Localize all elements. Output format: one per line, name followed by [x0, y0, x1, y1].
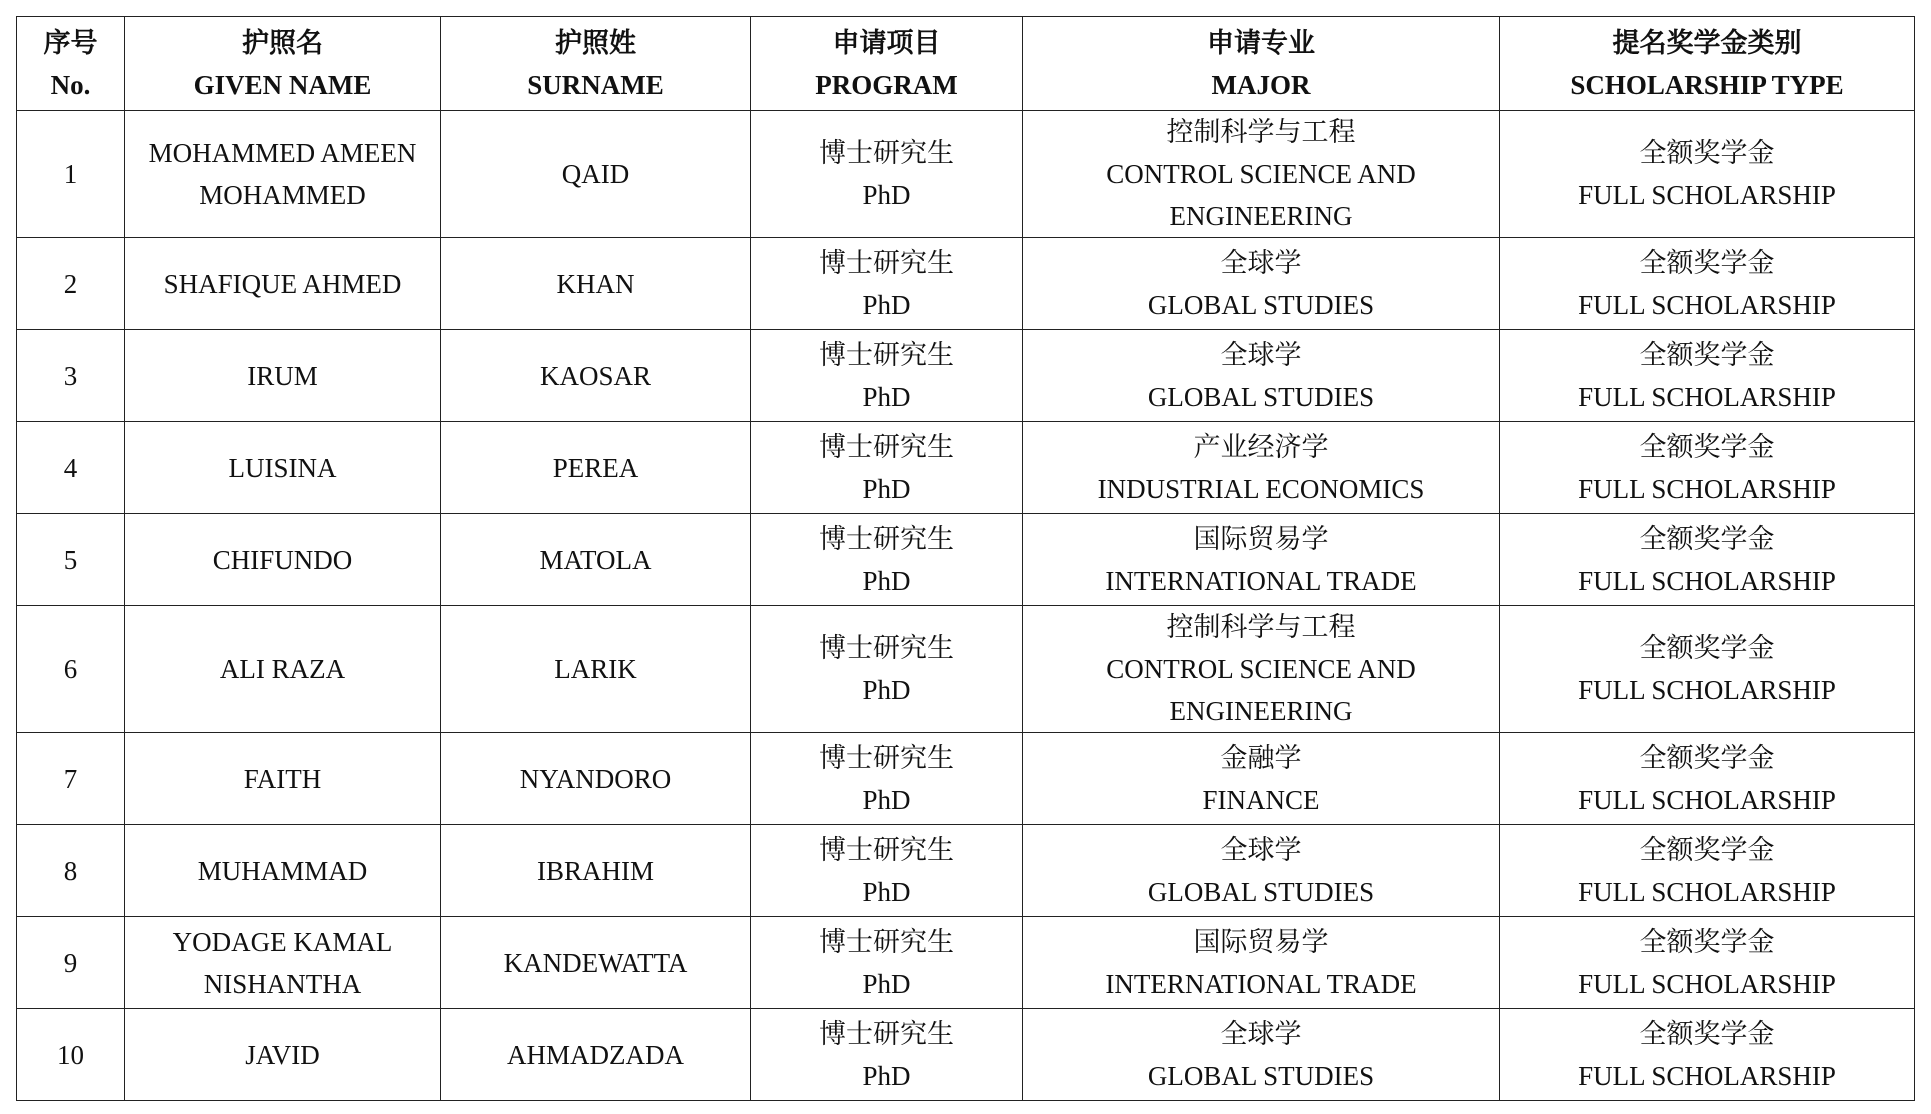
- table-header: [17, 17, 1915, 111]
- cell-scholarship: [1500, 1009, 1915, 1101]
- cell-scholarship: [1500, 111, 1915, 238]
- scholarship-en: FULL SCHOLARSHIP: [1578, 1060, 1836, 1091]
- scholarship-en: FULL SCHOLARSHIP: [1578, 784, 1836, 815]
- cell-no: 5: [17, 514, 125, 606]
- cell-given-name: [125, 422, 441, 514]
- cell-scholarship: [1500, 606, 1915, 733]
- scholarship-cn: 全额奖学金: [1639, 431, 1775, 462]
- cell-program: [751, 238, 1023, 330]
- header-program: [751, 17, 1023, 111]
- cell-surname: LARIK: [441, 606, 751, 733]
- major-cn: 全球学: [1220, 1018, 1302, 1049]
- cell-surname: MATOLA: [441, 514, 751, 606]
- cell-surname: KANDEWATTA: [441, 917, 751, 1009]
- header-surname-cn: 护照姓: [555, 27, 636, 58]
- cell-given-name: [125, 111, 441, 238]
- header-given-name-cn: 护照名: [242, 27, 323, 58]
- scholarship-en: FULL SCHOLARSHIP: [1578, 565, 1836, 596]
- given-name-text: SHAFIQUE AHMED: [163, 268, 402, 299]
- cell-scholarship: [1500, 514, 1915, 606]
- scholarship-en: FULL SCHOLARSHIP: [1578, 381, 1836, 412]
- table-row: [17, 422, 1915, 514]
- major-en: INTERNATIONAL TRADE: [1105, 968, 1417, 999]
- given-name-text: LUISINA: [228, 452, 337, 483]
- header-scholarship-type: [1500, 17, 1915, 111]
- given-name-text: IRUM: [247, 360, 318, 391]
- major-en: INTERNATIONAL TRADE: [1105, 565, 1417, 596]
- major-en: GLOBAL STUDIES: [1147, 1060, 1375, 1091]
- program-en: PhD: [862, 565, 911, 596]
- cell-program: [751, 111, 1023, 238]
- program-en: PhD: [862, 784, 911, 815]
- header-no: [17, 17, 125, 111]
- major-cn: 国际贸易学: [1193, 523, 1329, 554]
- given-name-text: ALI RAZA: [219, 654, 346, 684]
- cell-scholarship: [1500, 733, 1915, 825]
- cell-major: [1023, 111, 1500, 238]
- cell-scholarship: [1500, 238, 1915, 330]
- scholarship-cn: 全额奖学金: [1639, 1018, 1775, 1049]
- program-cn: 博士研究生: [819, 523, 954, 554]
- program-cn: 博士研究生: [819, 339, 954, 370]
- cell-major: [1023, 733, 1500, 825]
- header-row: [17, 17, 1915, 111]
- table-row: [17, 733, 1915, 825]
- scholarship-cn: 全额奖学金: [1639, 742, 1775, 773]
- major-cn: 金融学: [1220, 742, 1302, 773]
- header-major: [1023, 17, 1500, 111]
- header-program-en: PROGRAM: [815, 69, 958, 100]
- major-en: GLOBAL STUDIES: [1147, 381, 1375, 412]
- given-name-text: MUHAMMAD: [197, 855, 368, 886]
- program-cn: 博士研究生: [819, 431, 954, 462]
- scholarship-cn: 全额奖学金: [1639, 523, 1775, 554]
- cell-program: [751, 330, 1023, 422]
- major-cn: 控制科学与工程: [1166, 612, 1356, 642]
- given-name-text: YODAGE KAMAL NISHANTHA: [172, 926, 393, 999]
- scholarship-cn: 全额奖学金: [1639, 339, 1775, 370]
- table-row: [17, 917, 1915, 1009]
- cell-given-name: [125, 1009, 441, 1101]
- table-row: [17, 330, 1915, 422]
- program-en: PhD: [862, 180, 911, 210]
- cell-given-name: [125, 917, 441, 1009]
- cell-given-name: [125, 733, 441, 825]
- major-cn: 产业经济学: [1193, 431, 1329, 462]
- table-row: [17, 825, 1915, 917]
- cell-program: [751, 917, 1023, 1009]
- header-surname: [441, 17, 751, 111]
- major-en: GLOBAL STUDIES: [1147, 289, 1375, 320]
- program-cn: 博士研究生: [819, 926, 954, 957]
- cell-given-name: [125, 825, 441, 917]
- cell-surname: NYANDORO: [441, 733, 751, 825]
- cell-scholarship: [1500, 825, 1915, 917]
- cell-major: [1023, 330, 1500, 422]
- cell-scholarship: [1500, 422, 1915, 514]
- program-cn: 博士研究生: [819, 834, 954, 865]
- header-surname-en: SURNAME: [527, 69, 664, 100]
- program-en: PhD: [862, 1060, 911, 1091]
- given-name-text: CHIFUNDO: [212, 544, 353, 575]
- program-en: PhD: [862, 968, 911, 999]
- table-body: [17, 111, 1915, 1101]
- major-cn: 全球学: [1220, 247, 1302, 278]
- cell-major: [1023, 1009, 1500, 1101]
- major-en: CONTROL SCIENCE AND ENGINEERING: [1106, 654, 1416, 726]
- scholarship-table: [16, 16, 1915, 1101]
- major-en: FINANCE: [1202, 784, 1320, 815]
- header-no-en: No.: [50, 69, 91, 100]
- cell-scholarship: [1500, 330, 1915, 422]
- cell-surname: KAOSAR: [441, 330, 751, 422]
- cell-major: [1023, 917, 1500, 1009]
- header-program-cn: 申请项目: [832, 27, 941, 58]
- cell-no: 4: [17, 422, 125, 514]
- scholarship-en: FULL SCHOLARSHIP: [1578, 968, 1836, 999]
- cell-program: [751, 514, 1023, 606]
- header-major-en: MAJOR: [1211, 69, 1311, 100]
- program-en: PhD: [862, 876, 911, 907]
- table-row: [17, 514, 1915, 606]
- cell-no: 2: [17, 238, 125, 330]
- cell-no: 3: [17, 330, 125, 422]
- header-no-cn: 序号: [43, 27, 98, 58]
- scholarship-cn: 全额奖学金: [1639, 138, 1775, 168]
- cell-scholarship: [1500, 917, 1915, 1009]
- cell-no: 6: [17, 606, 125, 733]
- scholarship-en: FULL SCHOLARSHIP: [1578, 675, 1836, 705]
- cell-no: 8: [17, 825, 125, 917]
- major-cn: 全球学: [1220, 339, 1302, 370]
- table-row: [17, 606, 1915, 733]
- major-cn: 控制科学与工程: [1166, 117, 1356, 147]
- program-cn: 博士研究生: [819, 247, 954, 278]
- header-given-name: [125, 17, 441, 111]
- cell-no: 10: [17, 1009, 125, 1101]
- cell-no: 1: [17, 111, 125, 238]
- cell-program: [751, 422, 1023, 514]
- cell-given-name: [125, 514, 441, 606]
- cell-major: [1023, 825, 1500, 917]
- scholarship-cn: 全额奖学金: [1639, 633, 1775, 663]
- cell-surname: AHMADZADA: [441, 1009, 751, 1101]
- program-cn: 博士研究生: [819, 1018, 954, 1049]
- header-scholarship-cn: 提名奖学金类别: [1612, 27, 1802, 58]
- cell-surname: KHAN: [441, 238, 751, 330]
- table-row: [17, 1009, 1915, 1101]
- given-name-text: JAVID: [245, 1039, 320, 1070]
- cell-given-name: [125, 606, 441, 733]
- program-cn: 博士研究生: [819, 742, 954, 773]
- given-name-text: MOHAMMED AMEEN MOHAMMED: [148, 138, 417, 210]
- cell-program: [751, 825, 1023, 917]
- major-cn: 全球学: [1220, 834, 1302, 865]
- program-en: PhD: [862, 289, 911, 320]
- scholarship-cn: 全额奖学金: [1639, 247, 1775, 278]
- table-row: [17, 238, 1915, 330]
- cell-program: [751, 606, 1023, 733]
- cell-surname: QAID: [441, 111, 751, 238]
- cell-surname: IBRAHIM: [441, 825, 751, 917]
- cell-given-name: [125, 330, 441, 422]
- cell-program: [751, 1009, 1023, 1101]
- header-given-name-en: GIVEN NAME: [193, 69, 372, 100]
- program-cn: 博士研究生: [819, 633, 954, 663]
- cell-major: [1023, 238, 1500, 330]
- scholarship-en: FULL SCHOLARSHIP: [1578, 180, 1836, 210]
- program-cn: 博士研究生: [819, 138, 954, 168]
- program-en: PhD: [862, 473, 911, 504]
- scholarship-cn: 全额奖学金: [1639, 834, 1775, 865]
- program-en: PhD: [862, 675, 911, 705]
- cell-program: [751, 733, 1023, 825]
- given-name-text: FAITH: [243, 763, 322, 794]
- scholarship-en: FULL SCHOLARSHIP: [1578, 289, 1836, 320]
- cell-surname: PEREA: [441, 422, 751, 514]
- major-en: INDUSTRIAL ECONOMICS: [1097, 473, 1425, 504]
- cell-major: [1023, 422, 1500, 514]
- major-en: GLOBAL STUDIES: [1147, 876, 1375, 907]
- table-row: [17, 111, 1915, 238]
- program-en: PhD: [862, 381, 911, 412]
- cell-no: 9: [17, 917, 125, 1009]
- cell-no: 7: [17, 733, 125, 825]
- cell-major: [1023, 606, 1500, 733]
- major-cn: 国际贸易学: [1193, 926, 1329, 957]
- header-major-cn: 申请专业: [1207, 27, 1315, 58]
- scholarship-en: FULL SCHOLARSHIP: [1578, 473, 1836, 504]
- cell-major: [1023, 514, 1500, 606]
- header-scholarship-en: SCHOLARSHIP TYPE: [1570, 69, 1844, 100]
- major-en: CONTROL SCIENCE AND ENGINEERING: [1106, 159, 1416, 231]
- scholarship-en: FULL SCHOLARSHIP: [1578, 876, 1836, 907]
- cell-given-name: [125, 238, 441, 330]
- scholarship-cn: 全额奖学金: [1639, 926, 1775, 957]
